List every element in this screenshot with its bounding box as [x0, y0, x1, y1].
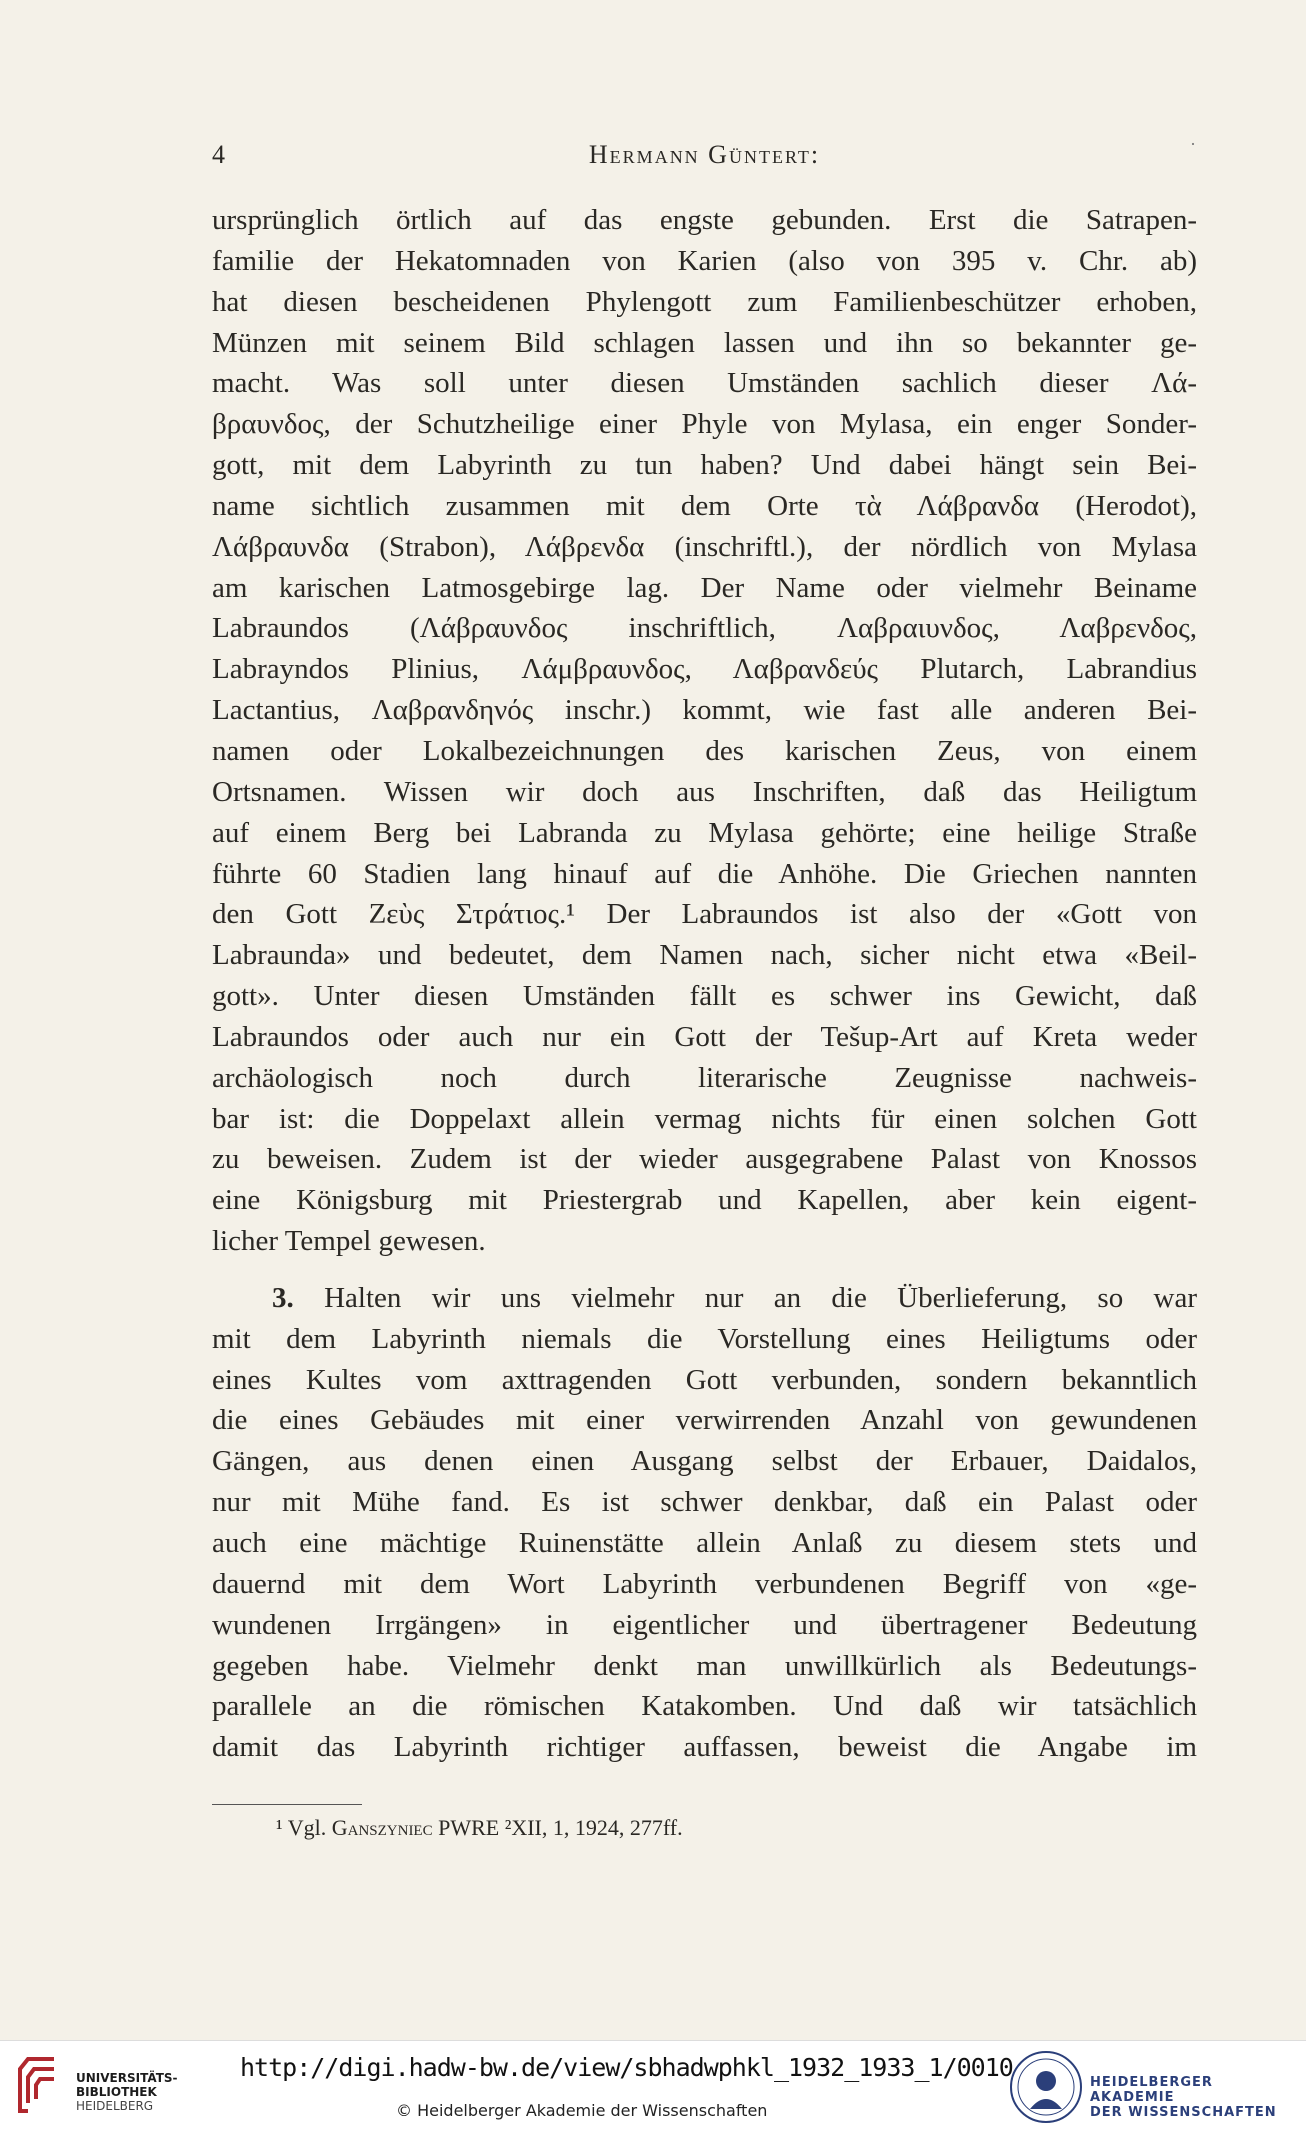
footnote-text-post: PWRE ²XII, 1, 1924, 277ff. [438, 1815, 683, 1840]
text-line: eines Kultes vom axttragenden Gott verbunden, sondern bekanntlich [212, 1363, 1197, 1396]
text-line: ursprünglich örtlich auf das engste gebunden. Erst die Satrapen- [212, 204, 1197, 236]
page-number: 4 [212, 140, 226, 169]
library-name-1: UNIVERSITÄTS- [76, 2071, 178, 2085]
text-line: gott». Unter diesen Umständen fällt es schwer ins Gewicht, daß [212, 980, 1197, 1013]
text-line: am karischen Latmosgebirge lag. Der Name oder vielmehr Beiname [212, 571, 1197, 604]
text-line: familie der Hekatomnaden von Karien (also von 395 v. Chr. ab) [212, 244, 1197, 277]
text-line: damit das Labyrinth richtiger auffassen, beweist die Angabe im [212, 1731, 1197, 1764]
academy-name-2: DER WISSENSCHAFTEN [1090, 2105, 1277, 2120]
text-line: parallele an die römischen Katakomben. Und daß wir tatsächlich [212, 1690, 1197, 1723]
footnote-author: Ganszyniec [331, 1815, 433, 1840]
text-line: Labraundos oder auch nur ein Gott der Tešup-Art auf Kreta weder [212, 1020, 1197, 1053]
text-line: auch eine mächtige Ruinenstätte allein Anlaß zu diesem stets und [212, 1527, 1197, 1559]
library-city: HEIDELBERG [76, 2099, 154, 2113]
text-line: hat diesen bescheidenen Phylengott zum Familienbeschützer erhoben, [212, 285, 1197, 318]
text-line: licher Tempel gewesen. [212, 1225, 486, 1258]
library-emblem-icon [14, 2055, 62, 2117]
section-number: 3. [272, 1281, 294, 1314]
header-mark: · [1190, 134, 1197, 154]
text-line: macht. Was soll unter diesen Umständen sachlich dieser Λά- [212, 367, 1197, 400]
library-name-2: BIBLIOTHEK [76, 2085, 157, 2099]
text-line: Labrayndos Plinius, Λάμβραυνδος, Λαβρανδεύς Plutarch, Labrandius [212, 653, 1197, 686]
academy-name-1: HEIDELBERGER AKADEMIE [1090, 2075, 1213, 2105]
page-header [212, 134, 1197, 180]
text-line: den Gott Ζεὺς Στράτιος.¹ Der Labraundos ist also der «Gott von [212, 898, 1197, 931]
text-line: bar ist: die Doppelaxt allein vermag nichts für einen solchen Gott [212, 1102, 1197, 1135]
text-line: wundenen Irrgängen» in eigentlicher und übertragener Bedeutung [212, 1608, 1197, 1641]
text-line: eine Königsburg mit Priestergrab und Kapellen, aber kein eigent- [212, 1184, 1197, 1217]
university-library-logo[interactable] [14, 2053, 178, 2123]
text-line: Gängen, aus denen einen Ausgang selbst der Erbauer, Daidalos, [212, 1445, 1197, 1478]
text-line: βραυνδος, der Schutzheilige einer Phyle von Mylasa, ein enger Sonder- [212, 408, 1197, 441]
copyright-notice: © Heidelberger Akademie der Wissenschaften [396, 2101, 768, 2120]
text-line: gegeben habe. Vielmehr denkt man unwillkürlich als Bedeutungs- [212, 1649, 1197, 1682]
text-line: mit dem Labyrinth niemals die Vorstellung eines Heiligtums oder [212, 1322, 1197, 1355]
body-text [212, 200, 1197, 1768]
text-line: nur mit Mühe fand. Es ist schwer denkbar, daß ein Palast oder [212, 1486, 1197, 1519]
section-3-text: Halten wir uns vielmehr nur an die Überlieferung, so war [324, 1281, 1197, 1314]
footnote-marker: ¹ [276, 1815, 283, 1840]
text-line: Λάβραυνδα (Strabon), Λάβρενδα (inschriftl.), der nördlich von Mylasa [212, 530, 1197, 563]
text-line: gott, mit dem Labyrinth zu tun haben? Und dabei hängt sein Bei- [212, 449, 1197, 482]
text-line: Labraundos (Λάβραυνδος inschriftlich, Λαβραιυνδος, Λαβρενδος, [212, 612, 1197, 645]
section-3-first-line [212, 1278, 1197, 1319]
text-line: archäologisch noch durch literarische Zeugnisse nachweis- [212, 1061, 1197, 1094]
text-line: führte 60 Stadien lang hinauf auf die Anhöhe. Die Griechen nannten [212, 857, 1197, 890]
text-line: die eines Gebäudes mit einer verwirrenden Anzahl von gewundenen [212, 1404, 1197, 1437]
text-line: zu beweisen. Zudem ist der wieder ausgegrabene Palast von Knossos [212, 1143, 1197, 1176]
text-line: Labraunda» und bedeutet, dem Namen nach, sicher nicht etwa «Beil- [212, 939, 1197, 972]
permalink-url[interactable]: http://digi.hadw-bw.de/view/sbhadwphkl_1932_1933_1/0010 [240, 2053, 1013, 2082]
text-line: Ortsnamen. Wissen wir doch aus Inschriften, daß das Heiligtum [212, 775, 1197, 808]
text-line: name sichtlich zusammen mit dem Orte τὰ Λάβρανδα (Herodot), [212, 489, 1197, 522]
text-line: auf einem Berg bei Labranda zu Mylasa gehörte; eine heilige Straße [212, 816, 1197, 849]
academy-logo[interactable] [1008, 2049, 1298, 2129]
text-line: Lactantius, Λαβρανδηνός inschr.) kommt, wie fast alle anderen Bei- [212, 694, 1197, 727]
text-line: dauernd mit dem Wort Labyrinth verbundenen Begriff von «ge- [212, 1567, 1197, 1600]
footnote-divider [212, 1804, 362, 1805]
viewer-footer [0, 2040, 1306, 2133]
text-line: Münzen mit seinem Bild schlagen lassen und ihn so bekannter ge- [212, 326, 1197, 359]
academy-seal-icon [1008, 2049, 1084, 2125]
running-title: Hermann Güntert: [588, 140, 821, 169]
text-line: namen oder Lokalbezeichnungen des karischen Zeus, von einem [212, 734, 1197, 767]
footnote-text-pre: Vgl. [287, 1815, 327, 1840]
footnote [276, 1815, 683, 1841]
